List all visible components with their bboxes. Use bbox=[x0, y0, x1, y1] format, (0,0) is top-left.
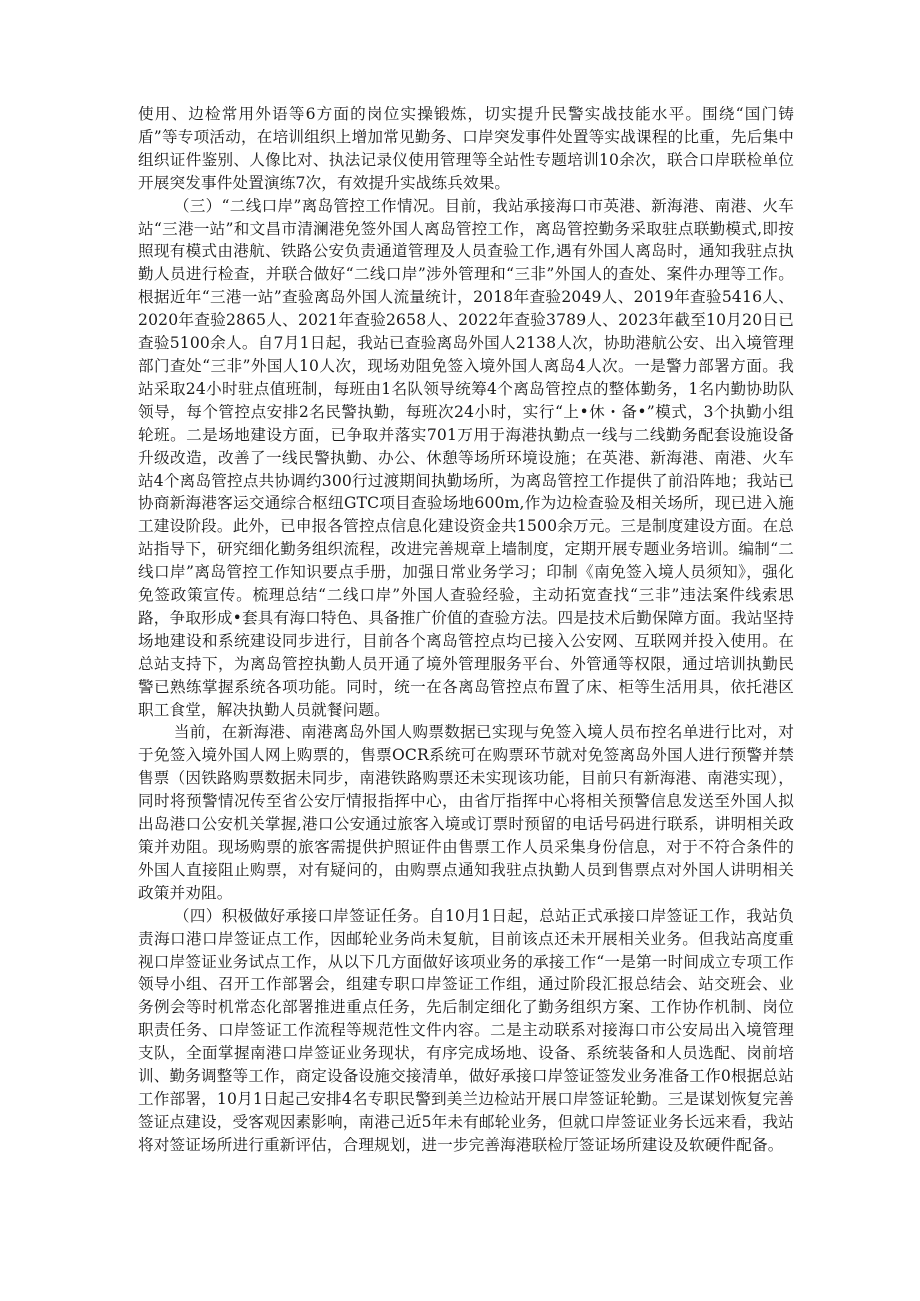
paragraph-ticket-screening: 当前，在新海港、南港离岛外国人购票数据已实现与免签入境人员布控名单进行比对，对于免签入境外国人网上购票的，售票OCR系统可在购票环节就对免签离岛外国人进行预警并禁售票（因铁路购票数据未同步，南港铁路购票还未实现该功能，目前只有新海港、南港实现），同时将预警情况传至省公安厅情报指挥中心，由省厅指挥中心将相关预警信息发送至外国人拟出岛港口公安机关掌握,港口公安通过旅客入境或订票时预留的电话号码进行联系，讲明相关政策并劝阻。现场购票的旅客需提供护照证件由售票工作人员采集身份信息，对于不符合条件的外国人直接阻止购票，对有疑问的，由购票点通知我驻点执勤人员到售票点对外国人讲明相关政策并劝阻。 bbox=[138, 723, 794, 902]
paragraph-training-continued: 使用、边检常用外语等6方面的岗位实操锻炼，切实提升民警实战技能水平。围绕“国门铸盾”等专项活动，在培训组织上增加常见勤务、口岸突发事件处置等实战课程的比重，先后集中组织证件鉴别、人像比对、执法记录仪使用管理等全站性专题培训10余次，联合口岸联检单位开展突发事件处置演练7次，有效提升实战练兵效果。 bbox=[138, 105, 794, 192]
paragraph-port-visa: （四）积极做好承接口岸签证任务。自10月1日起，总站正式承接口岸签证工作，我站负责海口港口岸签证点工作，因邮轮业务尚未复航，目前该点还未开展相关业务。但我站高度重视口岸签证业务试点工作，从以下几方面做好该项业务的承接工作“一是第一时间成立专项工作领导小组、召开工作部署会，组建专职口岸签证工作组，通过阶段汇报总结会、站交班会、业务例会等时机常态化部署推进重点任务，先后制定细化了勤务组织方案、工作协作机制、岗位职责任务、口岸签证工作流程等规范性文件内容。二是主动联系对接海口市公安局出入境管理支队，全面掌握南港口岸签证业务现状，有序完成场地、设备、系统装备和人员选配、岗前培训、勤务调整等工作，商定设备设施交接清单，做好承接口岸签证签发业务准备工作0根据总站工作部署，10月1日起己安排4名专职民警到美兰边检站开展口岸签证轮勤。三是谋划恢复完善签证点建设，受客观因素影响，南港己近5年未有邮轮业务，但就口岸签证业务长远来看，我站将对签证场所进行重新评估，合理规划，进一步完善海港联检厅签证场所建设及软硬件配备。 bbox=[138, 906, 794, 1154]
paragraph-island-control: （三）“二线口岸”离岛管控工作情况。目前，我站承接海口市英港、新海港、南港、火车站“三港一站”和文昌市清澜港免签外国人离岛管控工作，离岛管控勤务采取驻点联勤模式,即按照现有模式由港航、铁路公安负责通道管理及人员查验工作,遇有外国人离岛时，通知我驻点执勤人员进行检查，并联合做好“二线口岸”涉外管理和“三非”外国人的查处、案件办理等工作。根据近年“三港一站”查验离岛外国人流量统计，2018年查验2049人、2019年查验5416人、2020年查验2865人、2021年查验2658人、2022年查验3789人、2023年截至10月20日已查验5100余人。自7月1日起，我站已查验离岛外国人2138人次，协助港航公安、出入境管理部门查处“三非”外国人10人次，现场劝阻免签入境外国人离岛4人次。一是警力部署方面。我站采取24小时驻点值班制，每班由1名队领导统筹4个离岛管控点的整体勤务，1名内勤协助队领导，每个管控点安排2名民警执勤，每班次24小时，实行“上•休・备•”模式，3个执勤小组轮班。二是场地建设方面，已争取并落实701万用于海港执勤点一线与二线勤务配套设施设备升级改造，改善了一线民警执勤、办公、休憩等场所环境设施；在英港、新海港、南港、火车站4个离岛管控点共协调约300行过渡期间执勤场所，为离岛管控工作提供了前沿阵地；我站已协商新海港客运交通综合枢纽GTC项目查验场地600m,作为边检查验及相关场所，现已进入施工建设阶段。此外，已申报各管控点信息化建设资金共1500余万元。三是制度建设方面。在总站指导下，研究细化勤务组织流程，改进完善规章上墙制度，定期开展专题业务培训。编制“二线口岸”离岛管控工作知识要点手册，加强日常业务学习；印制《南免签入境人员须知》，强化免签政策宣传。梳理总结“二线口岸”外国人查验经验，主动拓宽查找“三非”违法案件线索思路，争取形成•套具有海口特色、具备推广价值的查验方法。四是技术后勤保障方面。我站坚持场地建设和系统建设同步进行，目前各个离岛管控点均已接入公安网、互联网并投入使用。在总站支持下，为离岛管控执勤人员开通了境外管理服务平台、外管通等权限，通过培训执勤民警已熟练掌握系统各项功能。同时，统一在各离岛管控点布置了床、柜等生活用具，依托港区职工食堂，解决执勤人员就餐问题。 bbox=[138, 196, 794, 719]
document-body bbox=[138, 103, 794, 1157]
